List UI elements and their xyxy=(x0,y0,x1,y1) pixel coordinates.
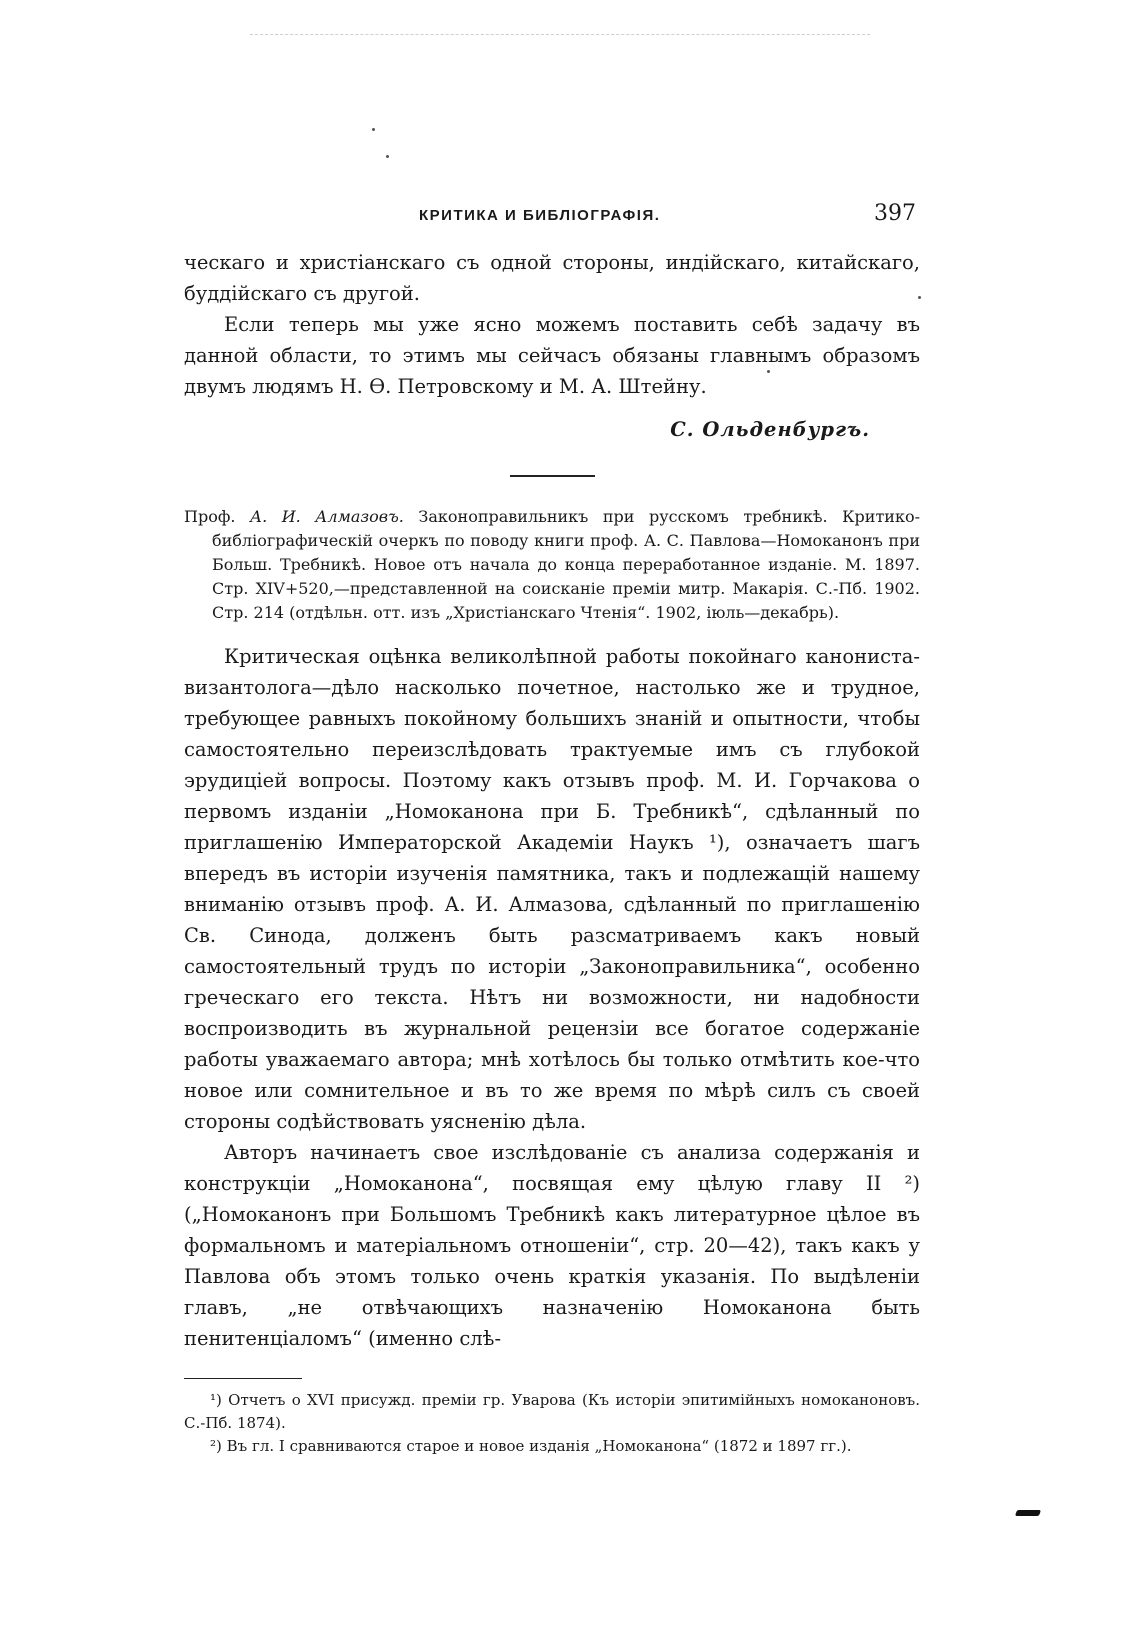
paragraph: Если теперь мы уже ясно можемъ поставить себѣ задачу въ данной области, то этимъ мы сейчасъ обязаны главнымъ образомъ двумъ людямъ Н. Ѳ. Петровскому и М. А. Штейну. xyxy=(184,313,920,398)
bibliographic-entry xyxy=(184,505,920,625)
footnote: ¹) Отчетъ о XVI присужд. преміи гр. Уварова (Къ исторіи эпитимійныхъ номоканоновъ. С.-Пб. 1874). xyxy=(184,1391,920,1432)
paragraph: ческаго и христіанскаго съ одной стороны, индійскаго, китайскаго, буддійскаго съ другой. xyxy=(184,251,920,305)
running-title: КРИТИКА И БИБЛІОГРАФІЯ. xyxy=(419,207,661,224)
scan-top-edge xyxy=(250,34,870,35)
scan-speck xyxy=(386,155,389,158)
scan-mark xyxy=(1015,1510,1041,1516)
scan-speck xyxy=(372,128,375,131)
footnote: ²) Въ гл. I сравниваются старое и новое изданія „Номоканона“ (1872 и 1897 гг.). xyxy=(210,1437,852,1455)
paragraph: Авторъ начинаетъ свое изслѣдованіе съ анализа содержанія и конструкціи „Номоканона“, посвящая ему цѣлую главу II ²) („Номоканонъ при Большомъ Требникѣ какъ литературное цѣлое въ формальномъ и матеріальномъ отношеніи“, стр. 20—42), такъ какъ у Павлова объ этомъ только очень краткія указанія. По выдѣленіи главъ, „не отвѣчающихъ назначенію Номоканона быть пенитенціаломъ“ (именно слѣ- xyxy=(184,1141,920,1350)
review-body xyxy=(184,641,920,1354)
bib-text: Законоправильникъ при русскомъ требникѣ. Критико-библіографическій очеркъ по поводу книги проф. А. С. Павлова—Номоканонъ при Больш. Требникѣ. Новое отъ начала до конца переработанное изданіе. М. 1897. Стр. XIV+520,—представленной на соисканіе преміи митр. Макарія. С.-Пб. 1902. Стр. 214 (отдѣльн. отт. изъ „Христіанскаго Чтенія“. 1902, іюль—декабрь). xyxy=(212,507,920,622)
paragraph: Критическая оцѣнка великолѣпной работы покойнаго канониста-византолога—дѣло насколько почетное, настолько же и трудное, требующее равныхъ покойному большихъ знаній и опытности, чтобы самостоятельно переизслѣдовать трактуемые имъ съ глубокой эрудиціей вопросы. Поэтому какъ отзывъ проф. М. И. Горчакова о первомъ изданіи „Номоканона при Б. Требникѣ“, сдѣланный по приглашенію Императорской Академіи Наукъ ¹), означаетъ шагъ впередъ въ исторіи изученія памятника, такъ и подлежащій нашему вниманію отзывъ проф. А. И. Алмазова, сдѣланный по приглашенію Св. Синода, долженъ быть разсматриваемъ какъ новый самостоятельный трудъ по исторіи „Законоправильника“, особенно греческаго его текста. Нѣтъ ни возможности, ни надобности воспроизводить въ журнальной рецензіи все богатое содержаніе работы уважаемаго автора; мнѣ хотѣлось бы только отмѣтить кое-что новое или сомнительное и въ то же время по мѣрѣ силъ съ своей стороны содѣйствовать уясненію дѣла. xyxy=(184,645,920,1133)
footnote-rule xyxy=(184,1378,302,1379)
bib-author: А. И. Алмазовъ. xyxy=(249,507,404,526)
bib-prefix: Проф. xyxy=(184,507,236,526)
page-header xyxy=(188,201,916,226)
page-content xyxy=(184,247,920,1458)
author-signature: С. Ольденбургъ. xyxy=(670,418,870,441)
page-number: 397 xyxy=(874,201,916,226)
section-divider xyxy=(510,475,595,477)
